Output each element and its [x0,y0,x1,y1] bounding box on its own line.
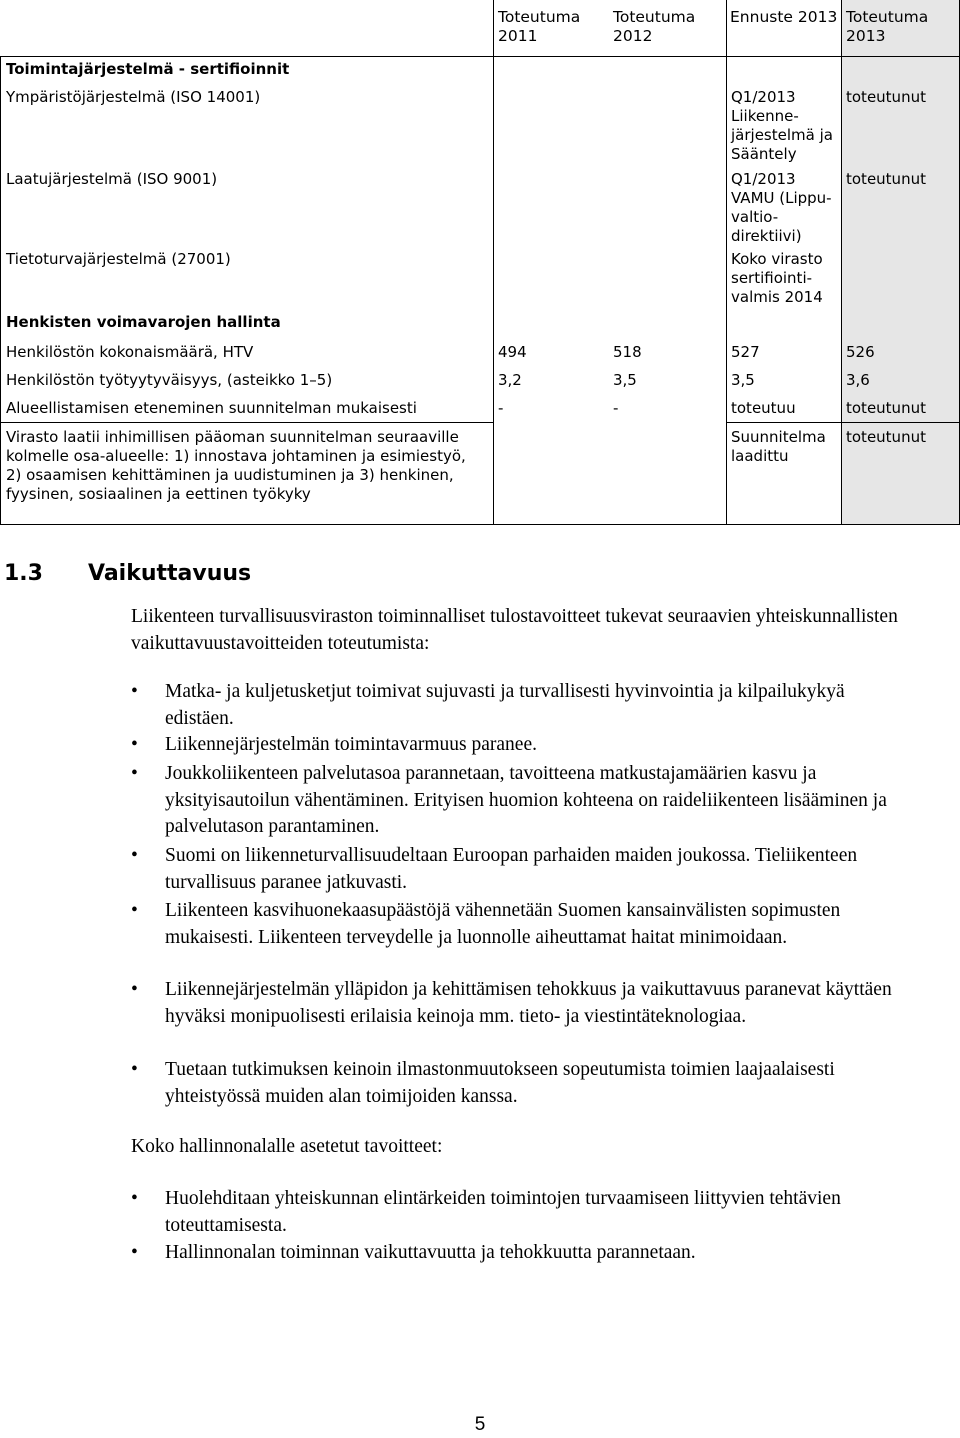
value-2011: 3,2 [498,371,522,389]
forecast-cell: Koko virasto sertifiointi-valmis 2014 [731,250,823,306]
list-item-text: Matka- ja kuljetusketjut toimivat sujuvasti ja turvallisesti hyvinvointia ja kilpailukykyä edistäen. [165,681,845,729]
table-border-left [0,56,1,524]
actual-cell: toteutunut [846,88,926,106]
row-divider [0,422,494,423]
row-label-line: 2) osaamisen kehittäminen ja uudistuminen ja 3) henkinen, [6,466,454,484]
row-label: Laatujärjestelmä (ISO 9001) [6,170,218,188]
forecast-cell: Q1/2013 Liikenne-järjestelmä ja Sääntely [731,88,833,163]
bullet-icon: • [131,900,138,921]
bullet-icon: • [131,845,138,866]
targets-table [0,0,960,525]
actual-2013: 526 [846,343,875,361]
forecast-cell: Q1/2013 VAMU (Lippu-valtio-direktiivi) [731,170,832,245]
list-item-text: Suomi on liikenneturvallisuudeltaan Euroopan parhaiden maiden joukossa. Tieliikenteen turvallisuus paranee jatkuvasti. [165,845,858,893]
row-label: Tietoturvajärjestelmä (27001) [6,250,231,268]
list-item [131,1240,941,1267]
bullet-icon: • [131,1059,138,1080]
actual-2013: toteutunut [846,428,926,446]
forecast-2013: 3,5 [731,371,755,389]
section-heading-human-resources: Henkisten voimavarojen hallinta [6,313,281,331]
section-heading [4,561,251,586]
list-item [131,898,941,978]
list-item [131,1057,941,1111]
table-border-bottom [0,524,960,525]
list-item [131,732,941,759]
forecast-2013: 527 [731,343,760,361]
list-item [131,679,941,733]
bullet-icon: • [131,1242,138,1263]
row-label-line: kolmelle osa-alueelle: 1) innostava johtaminen ja esimiestyö, [6,447,466,465]
row-label-line: fyysinen, sosiaalinen ja eettinen työkyky [6,485,311,503]
row-label: Ympäristöjärjestelmä (ISO 14001) [6,88,261,106]
row-label: Henkilöstön kokonaismäärä, HTV [6,343,254,361]
header-toteutuma-2013: Toteutuma 2013 [846,8,929,45]
column-divider [841,0,842,524]
row-label: Alueellistamisen eteneminen suunnitelman mukaisesti [6,399,417,417]
value-2012: - [613,399,619,417]
header-ennuste-2013: Ennuste 2013 [730,8,838,26]
list-item [131,761,941,841]
value-2012: 3,5 [613,371,637,389]
bullet-icon: • [131,1188,138,1209]
value-2012: 518 [613,343,642,361]
bullet-icon: • [131,763,138,784]
list-item [131,1186,941,1240]
forecast-line: laadittu [731,447,789,465]
forecast-2013: toteutuu [731,399,796,417]
list-item-text: Tuetaan tutkimuksen keinoin ilmastonmuutokseen sopeutumista toimien laajaalaisesti yhteistyössä muiden alan toimijoiden kanssa. [165,1059,835,1107]
list-item-text: Liikenteen kasvihuonekaasupäästöjä vähennetään Suomen kansainvälisten sopimusten mukaisesti. Liikenteen terveydelle ja luonnolle aiheuttamat haitat minimoidaan. [165,900,841,948]
list-item-text: Huolehditaan yhteiskunnan elintärkeiden toimintojen turvaamiseen liittyvien tehtävien toteuttamisesta. [165,1188,841,1236]
actual-cell: toteutunut [846,170,926,188]
actual-2013: toteutunut [846,399,926,417]
row-divider [727,422,960,423]
column-divider [493,0,494,524]
section-title: Vaikuttavuus [88,561,252,586]
header-divider [0,56,960,57]
intro-paragraph: Liikenteen turvallisuusviraston toiminnalliset tulostavoitteet tukevat seuraavien yhteiskunnallisten vaikuttavuustavoitteiden toteutumista: [131,606,898,654]
value-2011: 494 [498,343,527,361]
header-toteutuma-2012: Toteutuma 2012 [613,8,696,45]
list-item-text: Liikennejärjestelmän toimintavarmuus paranee. [165,734,537,755]
bullet-icon: • [131,734,138,755]
actual-2013: 3,6 [846,371,870,389]
section-heading-certifications: Toimintajärjestelmä - sertifioinnit [6,60,290,78]
page-number: 5 [474,1414,486,1435]
subheading: Koko hallinnonalalle asetetut tavoitteet: [131,1136,443,1157]
value-2011: - [498,399,504,417]
column-divider [726,0,727,524]
list-item-text: Hallinnonalan toiminnan vaikuttavuutta ja tehokkuutta parannetaan. [165,1242,696,1263]
section-number: 1.3 [4,561,43,586]
list-item [131,843,941,897]
list-item-text: Liikennejärjestelmän ylläpidon ja kehittämisen tehokkuus ja vaikuttavuus paranevat käyttäen hyväksi monipuolisesti erilaisia keinoja mm. tieto- ja viestintäteknologiaa. [165,979,892,1027]
bullet-icon: • [131,979,138,1000]
list-item-text: Joukkoliikenteen palvelutasoa parannetaan, tavoitteena matkustajamäärien kasvu ja yksityisautoilun vähentäminen. Erityisen huomion kohteena on raideliikenteen lisääminen ja palvelutason parantaminen. [165,763,887,837]
bullet-icon: • [131,681,138,702]
forecast-line: Suunnitelma [731,428,826,446]
row-label: Henkilöstön työtyytyväisyys, (asteikko 1–5) [6,371,333,389]
header-toteutuma-2011: Toteutuma 2011 [498,8,581,45]
list-item [131,977,941,1057]
row-label-line: Virasto laatii inhimillisen pääoman suunnitelman seuraaville [6,428,459,446]
